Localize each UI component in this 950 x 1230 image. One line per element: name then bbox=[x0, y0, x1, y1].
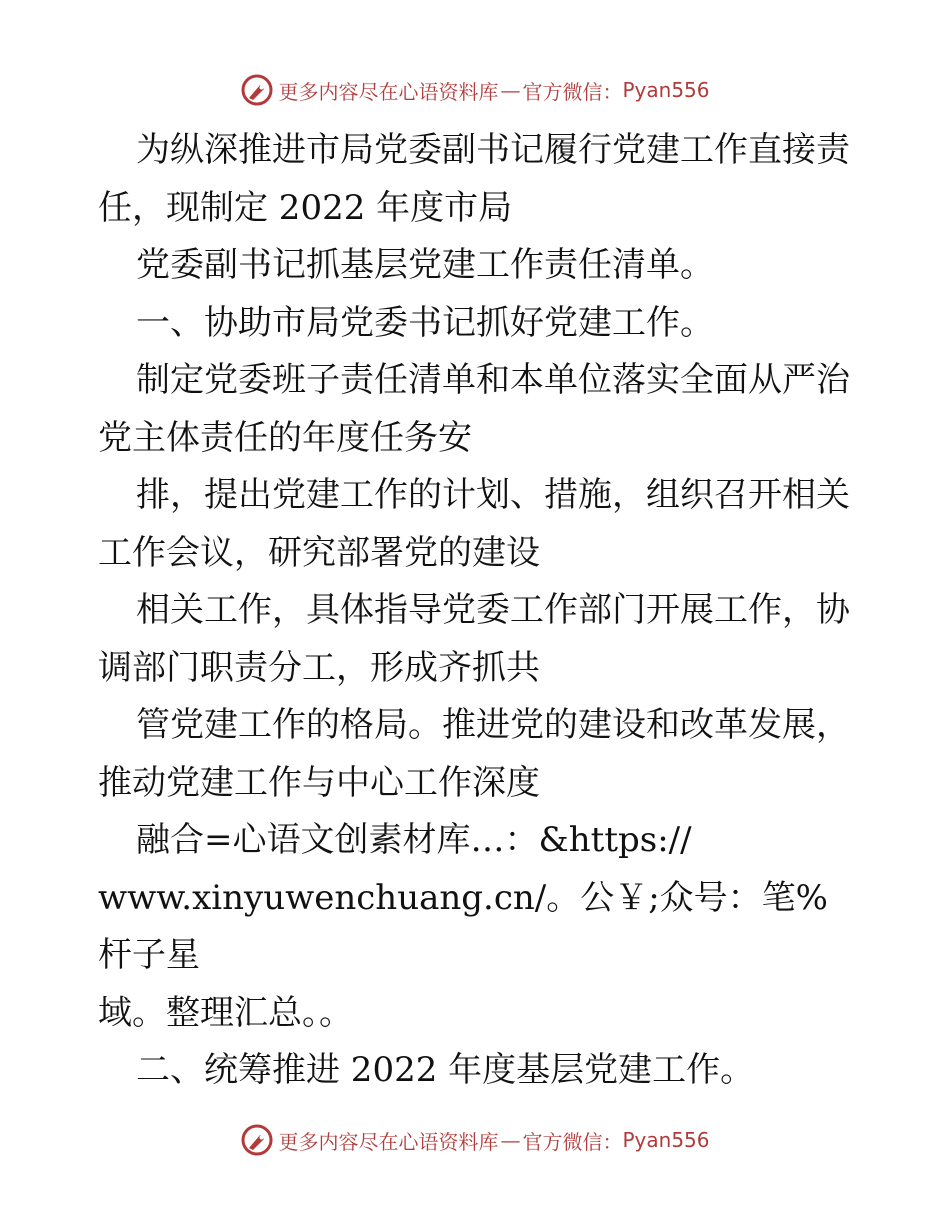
text-line: 调部门职责分工，形成齐抓共 bbox=[98, 647, 540, 688]
paragraph bbox=[98, 582, 858, 697]
banner-wechat-label: 官方微信： bbox=[522, 1129, 623, 1154]
text-line: 推动党建工作与中心工作深度 bbox=[98, 762, 540, 803]
banner-wechat-id: Pyan556 bbox=[622, 1128, 710, 1152]
text-line: 党主体责任的年度任务安 bbox=[98, 417, 472, 458]
pen-nib-logo-icon bbox=[240, 1123, 274, 1157]
banner-separator: — bbox=[500, 78, 521, 102]
paragraph bbox=[98, 295, 858, 353]
pen-nib-logo-icon bbox=[240, 73, 274, 107]
text-line: 域。整理汇总。。 bbox=[98, 992, 353, 1033]
paragraph bbox=[98, 1042, 858, 1100]
text-line: 制定党委班子责任清单和本单位落实全面从严治 bbox=[136, 360, 850, 400]
text-line: 任，现制定 2022 年度市局 bbox=[98, 187, 513, 228]
text-line: 排，提出党建工作的计划、措施，组织召开相关 bbox=[136, 475, 850, 515]
paragraph bbox=[98, 352, 858, 467]
paragraph bbox=[98, 812, 858, 1042]
text-line: 管党建工作的格局。推进党的建设和改革发展， bbox=[136, 705, 850, 745]
text-line: 相关工作，具体指导党委工作部门开展工作，协 bbox=[136, 590, 850, 630]
header-watermark bbox=[0, 70, 950, 110]
text-line: 为纵深推进市局党委副书记履行党建工作直接责 bbox=[136, 130, 850, 170]
text-line: www.xinyuwenchuang.cn/。公￥;众号：笔%杆子星 bbox=[98, 877, 828, 975]
paragraph bbox=[98, 467, 858, 582]
paragraph bbox=[98, 237, 858, 295]
text-line: 二、统筹推进 2022 年度基层党建工作。 bbox=[136, 1050, 755, 1090]
banner-wechat-id: Pyan556 bbox=[622, 78, 710, 102]
text-line: 工作会议，研究部署党的建设 bbox=[98, 532, 540, 573]
banner-wechat-label: 官方微信： bbox=[522, 79, 623, 104]
banner-text: 更多内容尽在心语资料库 bbox=[278, 79, 499, 104]
paragraph bbox=[98, 122, 858, 237]
footer-watermark bbox=[0, 1120, 950, 1160]
banner-text: 更多内容尽在心语资料库 bbox=[278, 1129, 499, 1154]
text-line: 融合=心语文创素材库…：&https:// bbox=[136, 820, 692, 860]
document-body bbox=[98, 122, 858, 1100]
banner-separator: — bbox=[500, 1128, 521, 1152]
paragraph bbox=[98, 697, 858, 812]
text-line: 一、协助市局党委书记抓好党建工作。 bbox=[136, 302, 714, 343]
text-line: 党委副书记抓基层党建工作责任清单。 bbox=[136, 245, 714, 285]
